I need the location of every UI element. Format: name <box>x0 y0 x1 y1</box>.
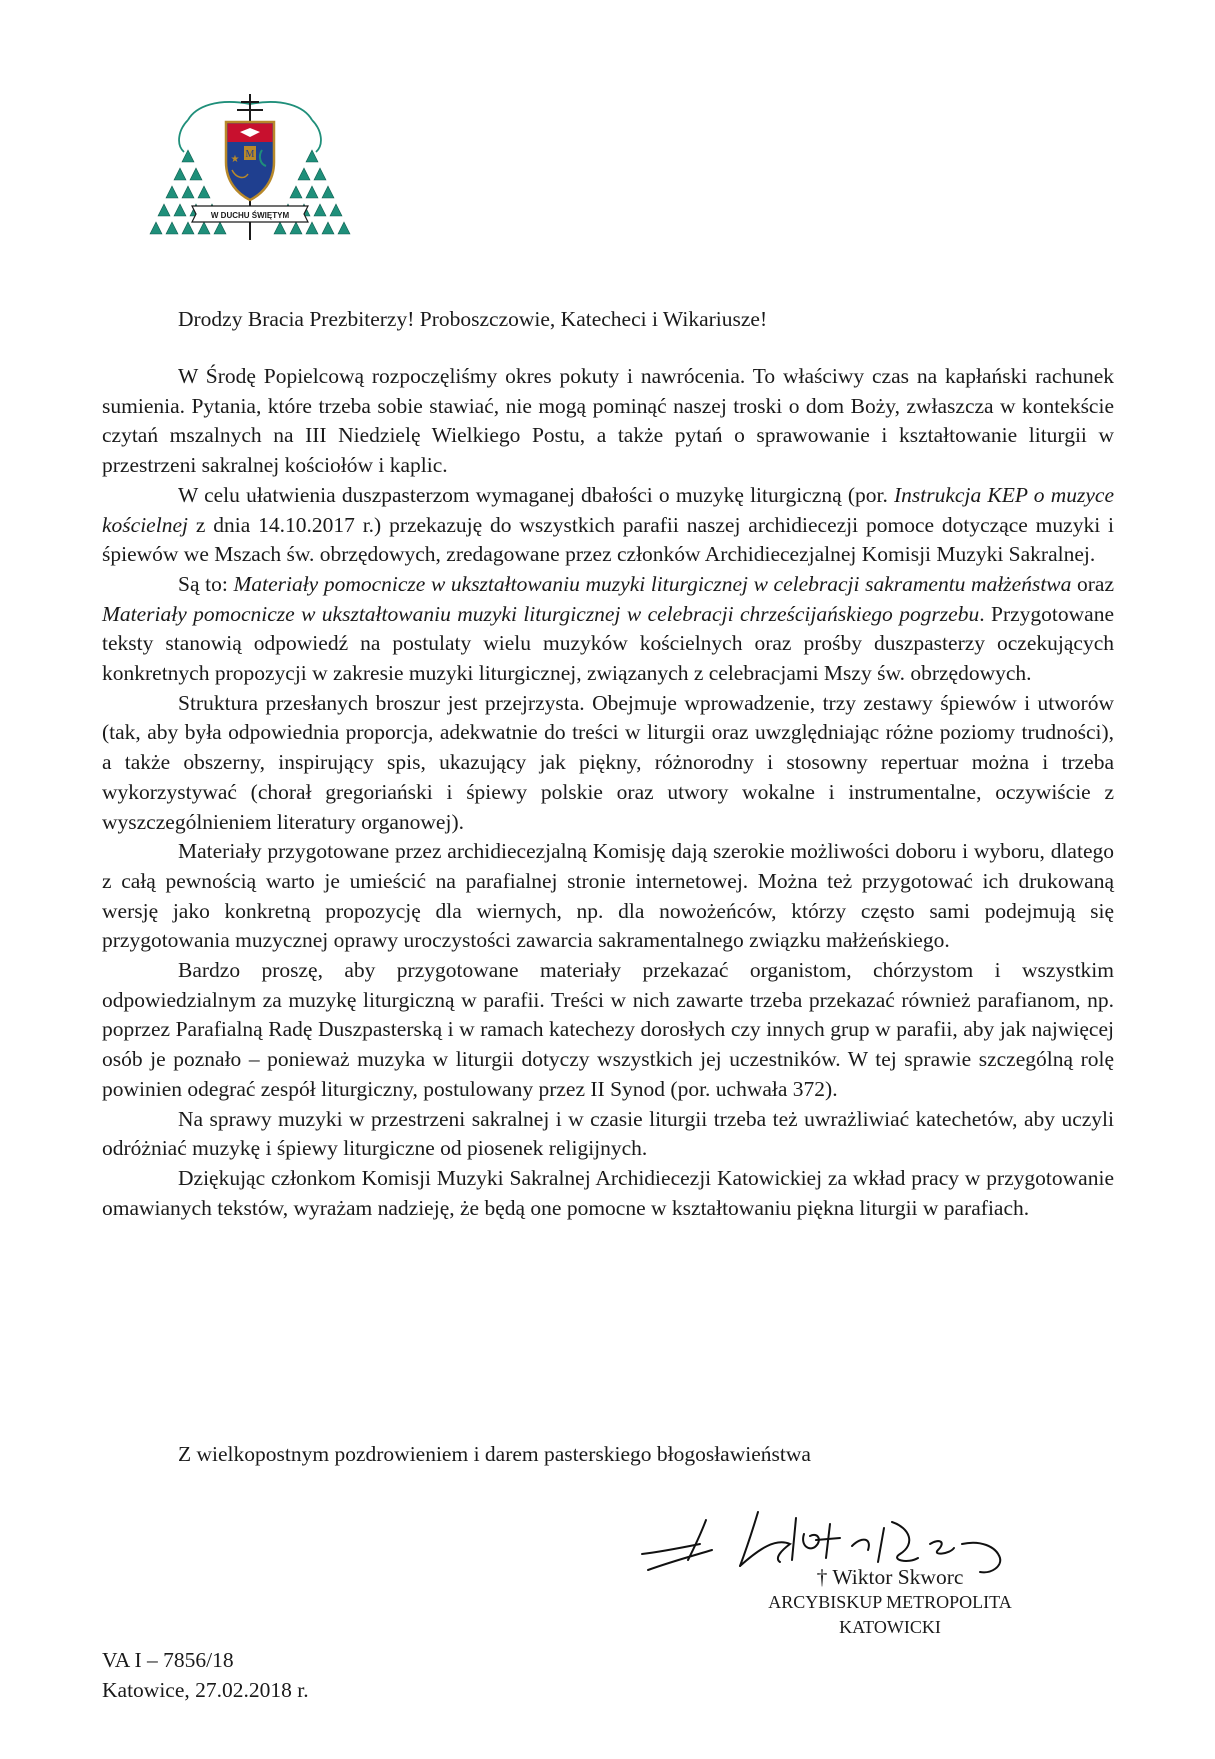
paragraph-2 <box>102 481 1114 570</box>
paragraph-2-part-a: W celu ułatwienia duszpasterzom wymaganej dbałości o muzykę liturgiczną (por. <box>178 482 895 507</box>
signer-block <box>690 1565 1090 1640</box>
place-and-date: Katowice, 27.02.2018 r. <box>102 1678 309 1702</box>
closing-greeting: Z wielkopostnym pozdrowieniem i darem pasterskiego błogosławieństwa <box>178 1442 811 1466</box>
signer-title-line2: KATOWICKI <box>839 1617 941 1637</box>
materials-title-funeral: Materiały pomocnicze w ukształtowaniu muzyki liturgicznej w celebracji chrześcijańskiego pogrzebu <box>102 601 980 626</box>
materials-title-marriage: Materiały pomocnicze w ukształtowaniu muzyki liturgicznej w celebracji sakramentu małżeństwa <box>233 571 1072 596</box>
paragraph-1: W Środę Popielcową rozpoczęliśmy okres pokuty i nawrócenia. To właściwy czas na kapłański rachunek sumienia. Pytania, które trzeba sobie stawiać, nie mogą pominąć naszej troski o dom Boży, zwłaszcza w kontekście czytań mszalnych na III Niedzielę Wielkiego Postu, a także pytań o sprawowanie i kształtowanie liturgii w przestrzeni sakralnej kościołów i kaplic. <box>102 364 1114 478</box>
svg-text:M: M <box>245 149 255 160</box>
signer-title-line1: ARCYBISKUP METROPOLITA <box>768 1592 1012 1612</box>
paragraph-8: Dziękując członkom Komisji Muzyki Sakralnej Archidiecezji Katowickiej za wkład pracy w przygotowanie omawianych tekstów, wyrażam nadzieję, że będą one pomocne w kształtowaniu piękna liturgii w parafiach. <box>102 1165 1114 1220</box>
paragraph-3 <box>102 570 1114 689</box>
letter-body <box>102 362 1114 1223</box>
paragraph-5: Materiały przygotowane przez archidiecezjalną Komisję dają szerokie możliwości doboru i wyboru, dlatego z całą pewnością warto je umieścić na parafialnej stronie internetowej. Można też przygotować ich drukowaną wersję jako konkretną propozycję dla wiernych, np. dla nowożeńców, którzy często sami podejmują się przygotowania muzycznej oprawy uroczystości zawarcia sakramentalnego związku małżeńskiego. <box>102 839 1114 953</box>
document-meta <box>102 1645 309 1705</box>
paragraph-6: Bardzo proszę, aby przygotowane materiały przekazać organistom, chórzystom i wszystkim odpowiedzialnym za muzykę liturgiczną w parafii. Treści w nich zawarte trzeba przekazać również parafianom, np. poprzez Parafialną Radę Duszpasterską i w ramach katechezy dorosłych czy innych grup w parafii, aby jak najwięcej osób je poznało – ponieważ muzyka w liturgii dotyczy wszystkich jej uczestników. W tej sprawie szczególną rolę powinien odegrać zespół liturgiczny, postulowany przez II Synod (por. uchwała 372). <box>102 958 1114 1101</box>
coat-of-arms-emblem <box>148 90 353 258</box>
salutation: Drodzy Bracia Prezbiterzy! Proboszczowie, Katecheci i Wikariusze! <box>178 307 768 331</box>
paragraph-3-part-b: oraz <box>1071 571 1114 596</box>
paragraph-2-part-b: z dnia 14.10.2017 r.) przekazuję do wszystkich parafii naszej archidiecezji pomoce dotyczące muzyki i śpiewów we Mszach św. obrzędowych, zredagowane przez członków Archidiecezjalnej Komisji Muzyki Sakralnej. <box>102 512 1114 567</box>
paragraph-3-part-a: Są to: <box>178 571 234 596</box>
svg-text:★: ★ <box>230 154 240 165</box>
reference-number: VA I – 7856/18 <box>102 1648 234 1672</box>
paragraph-4: Struktura przesłanych broszur jest przejrzysta. Obejmuje wprowadzenie, trzy zestawy śpiewów i utworów (tak, aby była odpowiednia proporcja, adekwatnie do treści w liturgii oraz uwzględniając różne poziomy trudności), a także obszerny, inspirujący spis, ukazujący jak piękny, różnorodny i stosowny repertuar można i trzeba wykorzystywać (chorał gregoriański i śpiewy polskie oraz utwory wokalne i instrumentalne, oczywiście z wyszczególnieniem literatury organowej). <box>102 690 1114 834</box>
signer-name: † Wiktor Skworc <box>816 1565 964 1589</box>
coat-motto: W DUCHU ŚWIĘTYM <box>210 211 290 220</box>
instruction-title: Instrukcja KEP o muzyce kościelnej <box>102 482 1114 537</box>
paragraph-3-part-c: . Przygotowane teksty stanowią odpowiedź na postulaty wielu muzyków kościelnych oraz prośby duszpasterzy oczekujących konkretnych propozycji w zakresie muzyki liturgicznej, związanych z celebracjami Mszy św. obrzędowych. <box>102 601 1114 686</box>
paragraph-7: Na sprawy muzyki w przestrzeni sakralnej i w czasie liturgii trzeba też uwrażliwiać katechetów, aby uczyli odróżniać muzykę i śpiewy liturgiczne od piosenek religijnych. <box>102 1106 1114 1161</box>
